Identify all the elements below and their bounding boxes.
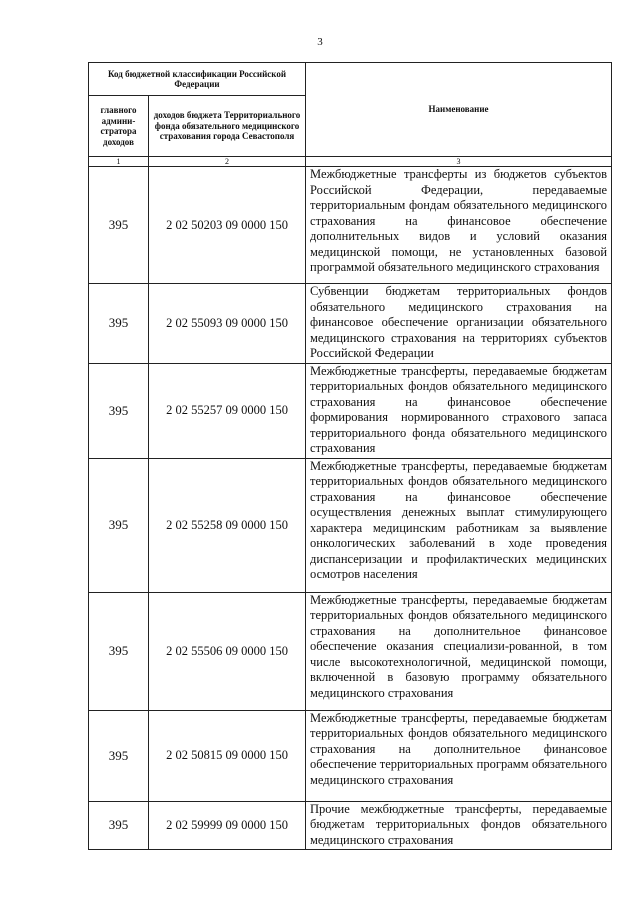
table-row (89, 592, 612, 710)
income-code: 2 02 55093 09 0000 150 (149, 284, 306, 364)
admin-code: 395 (89, 458, 149, 592)
income-name: Межбюджетные трансферты, передаваемые бюджетам территориальных фондов обязательного медицинского страхования на финансовое обеспечение формирования нормированного страхового запаса территориального фонда обязательного медицинского страхования (306, 363, 612, 458)
table-row (89, 458, 612, 592)
admin-code: 395 (89, 363, 149, 458)
income-name: Межбюджетные трансферты, передаваемые бюджетам территориальных фондов обязательного медицинского страхования на финансовое обеспечение осуществления денежных выплат стимулирующего характера медицинским работникам за выявление онкологических заболеваний в ходе проведения диспансеризации и профилактических медицинских осмотров населения (306, 458, 612, 592)
table-row (89, 284, 612, 364)
income-code: 2 02 50203 09 0000 150 (149, 167, 306, 284)
income-code: 2 02 55506 09 0000 150 (149, 592, 306, 710)
income-code: 2 02 50815 09 0000 150 (149, 710, 306, 801)
column-number: 2 (149, 157, 306, 167)
table-row (89, 167, 612, 284)
admin-code: 395 (89, 167, 149, 284)
income-name: Прочие межбюджетные трансферты, передаваемые бюджетам территориальных фондов обязательного медицинского страхования (306, 801, 612, 850)
header-group-title: Код бюджетной классификации Российской Федерации (89, 63, 306, 96)
table-row (89, 801, 612, 850)
column-number: 3 (306, 157, 612, 167)
income-name: Субвенции бюджетам территориальных фондов обязательного медицинского страхования на финансовое обеспечение организации обязательного медицинского страхования на территориях субъектов Российской Федерации (306, 284, 612, 364)
admin-code: 395 (89, 710, 149, 801)
income-name: Межбюджетные трансферты, передаваемые бюджетам территориальных фондов обязательного медицинского страхования на дополнительное финансовое обеспечение территориальных программ обязательного медицинского страхования (306, 710, 612, 801)
column-number-row (89, 157, 612, 167)
header-income-column: доходов бюджета Территориального фонда обязательного медицинского страхования города Севастополя (149, 96, 306, 157)
header-name-column: Наименование (306, 63, 612, 157)
table-row (89, 363, 612, 458)
admin-code: 395 (89, 284, 149, 364)
income-code: 2 02 55257 09 0000 150 (149, 363, 306, 458)
column-number: 1 (89, 157, 149, 167)
income-code: 2 02 55258 09 0000 150 (149, 458, 306, 592)
income-name: Межбюджетные трансферты из бюджетов субъектов Российской Федерации, передаваемые территориальным фондам обязательного медицинского страхования на финансовое обеспечение дополнительных видов и условий оказания медицинской помощи, не установленных базовой программой обязательного медицинского страхования (306, 167, 612, 284)
header-row-group (89, 63, 612, 96)
admin-code: 395 (89, 801, 149, 850)
budget-classification-table (88, 62, 612, 850)
income-code: 2 02 59999 09 0000 150 (149, 801, 306, 850)
page-number: 3 (317, 36, 323, 48)
admin-code: 395 (89, 592, 149, 710)
header-admin-column: главного админи-стратора доходов (89, 96, 149, 157)
table-row (89, 710, 612, 801)
income-name: Межбюджетные трансферты, передаваемые бюджетам территориальных фондов обязательного медицинского страхования на дополнительное финансовое обеспечение оказания специализи-рованной, в том числе высокотехнологичной, медицинской помощи, включенной в базовую программу обязательного медицинского страхования (306, 592, 612, 710)
